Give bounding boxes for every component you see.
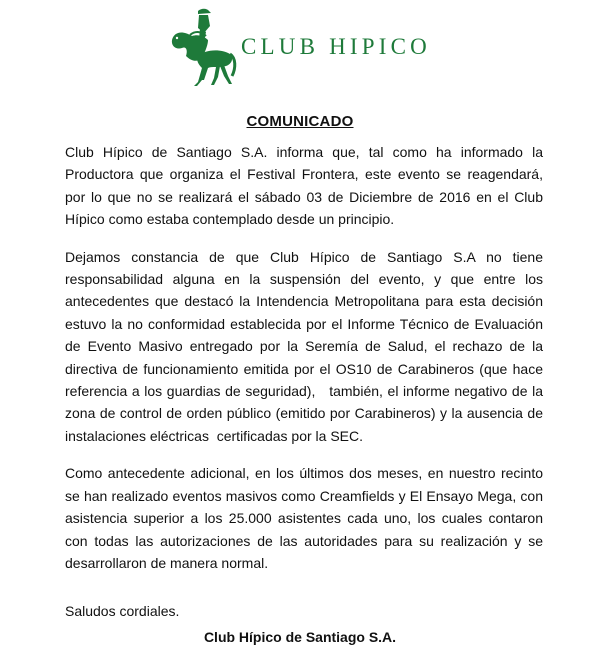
page-title: COMUNICADO [246, 113, 354, 130]
horse-and-rider-icon [168, 6, 238, 88]
paragraph-2: Dejamos constancia de que Club Hípico de Santiago S.A no tiene responsabilidad alguna en la suspensión del evento, y que entre los antecedentes que destacó la Intendencia Metropolitana para esta decisión estuvo la no conformidad establecida por el Informe Técnico de Evaluación de Evento Masivo entregado por la Seremía de Salud, el rechazo de la directiva de funcionamiento emitida por el OS10 de Carabineros (que hace referencia a los guardias de seguridad), también, el informe negativo de la zona de control de orden público (emitido por Carabineros) y la ausencia de instalaciones eléctricas certificadas por la SEC. [65, 248, 547, 444]
paragraph-3: Como antecedente adicional, en los últimos dos meses, en nuestro recinto se han realizado eventos masivos como Creamfields y El Ensayo Mega, con asistencia superior a los 25.000 asistentes cada uno, los cuales contaron con todas las autorizaciones de las autoridades para su realización y se desarrollaron de manera normal. [65, 465, 547, 571]
letterhead [0, 0, 600, 95]
signature: Club Hípico de Santiago S.A. [203, 629, 397, 645]
paragraph-1: Club Hípico de Santiago S.A. informa que, tal como ha informado la Productora que organiza el Festival Frontera, este evento se reagendará, por lo que no se realizará el sábado 03 de Diciembre de 2016 en el Club Hípico como estaba contemplado desde un principio. [65, 144, 547, 228]
document-body [65, 141, 547, 589]
closing-salutation: Saludos cordiales. [65, 603, 180, 619]
brand-name: CLUB HIPICO [241, 34, 431, 59]
